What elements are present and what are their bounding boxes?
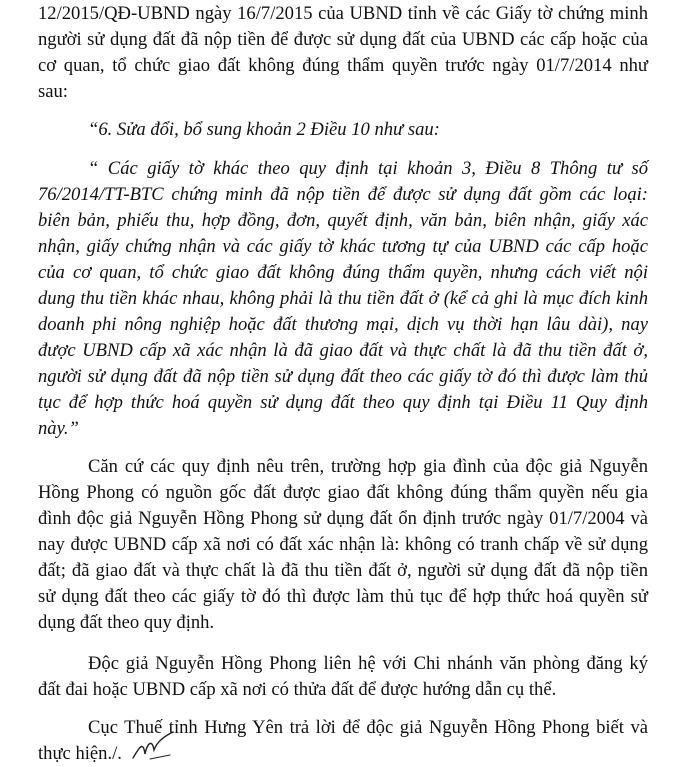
text-line: thực hiện./. [38,743,122,764]
text-line: người sử dụng đất đã nộp tiền để được sử dụng đất của UBND các cấp hoặc của [38,29,648,50]
text-line: nhận, giấy chứng nhận và các giấy tờ khác tương tự của UBND các cấp hoặc [38,236,648,257]
text-line: sử dụng đất theo các giấy tờ đó thì được làm thủ tục để hợp thức hoá quyền sử [38,586,648,607]
text-line: Cục Thuế tỉnh Hưng Yên trả lời để độc giả Nguyễn Hồng Phong biết và [88,717,648,738]
text-line: “ Các giấy tờ khác theo quy định tại khoản 3, Điều 8 Thông tư số [88,158,648,179]
text-line: Căn cứ các quy định nêu trên, trường hợp gia đình của độc giả Nguyễn [88,456,648,477]
text-line: sau: [38,81,68,102]
text-line: đất đai hoặc UBND cấp xã nơi có thửa đất để được hướng dẫn cụ thể. [38,679,557,700]
text-line: cơ quan, tổ chức giao đất không đúng thẩm quyền trước ngày 01/7/2014 như [38,55,648,76]
text-line: biên bản, phiếu thu, hợp đồng, đơn, quyết định, văn bản, biên nhận, giấy xác [38,210,648,231]
text-line: người sử dụng đất đã nộp tiền sử dụng đất theo các giấy tờ đó thì được làm thủ [38,366,648,387]
text-line: này.” [38,418,79,439]
text-line: Độc giả Nguyễn Hồng Phong liên hệ với Chi nhánh văn phòng đăng ký [88,653,648,674]
text-line: đình độc giả Nguyễn Hồng Phong sử dụng đất ổn định trước ngày 01/7/2004 và [38,508,648,529]
text-line: doanh phi nông nghiệp hoặc đất thương mại, dịch vụ thời hạn lâu dài), nay [38,314,648,335]
text-line: dụng đất theo quy định. [38,612,215,633]
initial-signature-mark [130,728,176,762]
text-line: 12/2015/QĐ-UBND ngày 16/7/2015 của UBND tỉnh về các Giấy tờ chứng minh [38,3,648,24]
text-line: đất; đã giao đất và thực chất là đã thu tiền đất ở, người sử dụng đất đã nộp tiền [38,560,648,581]
amendment-heading: “6. Sửa đổi, bổ sung khoản 2 Điều 10 như sau: [88,119,440,140]
text-line: được UBND cấp xã xác nhận là đã giao đất và thực chất là đã thu tiền đất ở, [38,340,648,361]
text-line: Hồng Phong có nguồn gốc đất được giao đất không đúng thẩm quyền nếu gia [38,482,648,503]
text-line: 76/2014/TT-BTC chứng minh đã nộp tiền để được sử dụng đất gồm các loại: [38,184,648,205]
text-line: của cơ quan, tổ chức giao đất không đúng thẩm quyền, nhưng cách viết nội [38,262,648,283]
text-line: nay được UBND cấp xã nơi có đất xác nhận là: không có tranh chấp về sử dụng [38,534,648,555]
text-line: dung thu tiền khác nhau, không phải là thu tiền đất ở (kể cả ghi là mục đích kinh [38,288,648,309]
text-line: tục để hợp thức hoá quyền sử dụng đất theo quy định tại Điều 11 Quy định [38,392,648,413]
